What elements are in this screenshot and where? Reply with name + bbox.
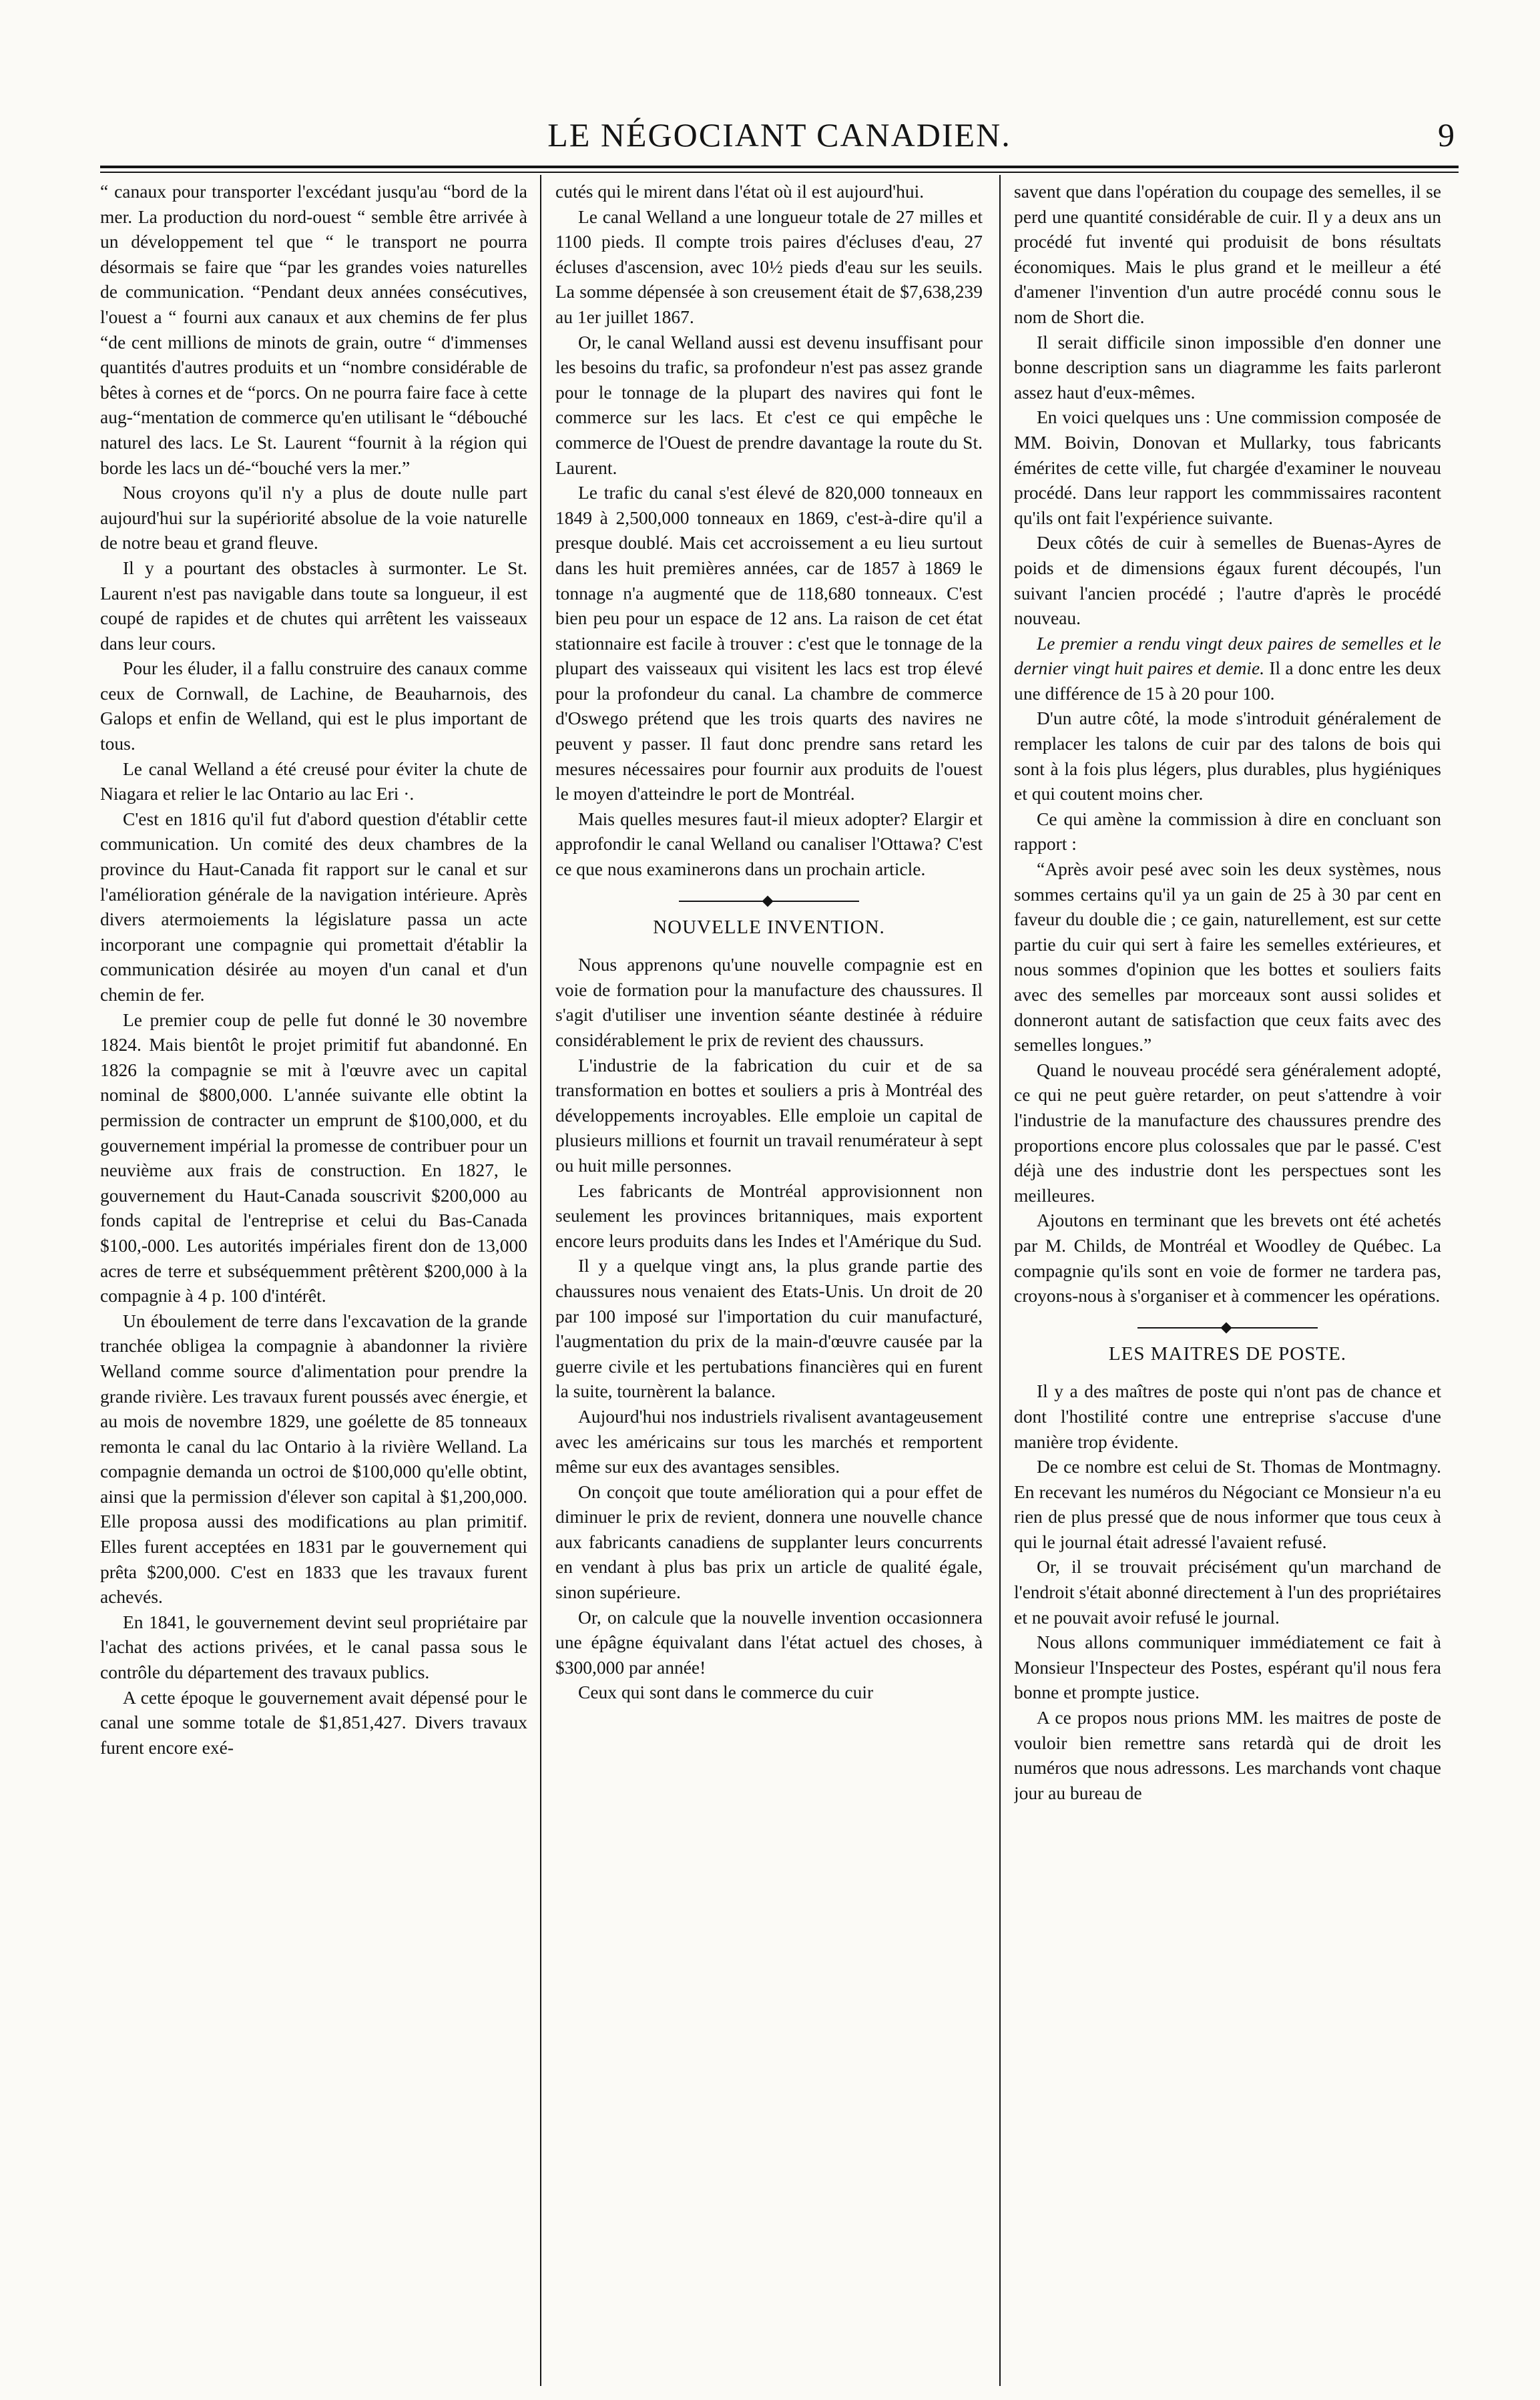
header-rule-thin xyxy=(100,172,1459,173)
paragraph xyxy=(1014,631,1441,706)
paragraph: Le trafic du canal s'est élevé de 820,000 tonneaux en 1849 à 2,500,000 tonneaux en 1869, c'est-à-dire qu'il a presque doublé. Mais cet accroissement a eu lieu surtout dans les huit premières années, car de 1857 à 1869 le tonnage n'a augmenté que de 118,680 tonneaux. C'est bien peu pour un espace de 12 ans. La raison de cet état stationnaire est facile à trouver : c'est que le tonnage de la plupart des vaisseaux qui visitent les lacs est trop élevé pour la profondeur du canal. La chambre de commerce d'Oswego prétend que les trois quarts des navires ne peuvent y passer. Il faut donc prendre sans retard les mesures nécessaires pour fournir aux produits de l'ouest le moyen d'atteindre le port de Montréal. xyxy=(555,482,983,804)
paragraph: Or, il se trouvait précisément qu'un marchand de l'endroit s'était abonné directement à l'un des propriétaires et ne pouvait avoir refusé le journal. xyxy=(1014,1556,1441,1628)
paragraph: Les fabricants de Montréal approvisionnent non seulement les provinces britanniques, mais exportent encore leurs produits dans les Indes et l'Amérique du Sud. xyxy=(555,1180,983,1251)
paragraph: Or, on calcule que la nouvelle invention occasionnera une épâgne équivalant dans l'état actuel des choses, à $300,000 par année! xyxy=(555,1606,983,1678)
section-divider xyxy=(555,894,983,909)
paragraph: A ce propos nous prions MM. les maitres de poste de vouloir bien remettre sans retardà qui de droit les numéros que nous adressons. Les marchands vont chaque jour au bureau de xyxy=(1014,1707,1441,1803)
paragraph: Nous croyons qu'il n'y a plus de doute nulle part aujourd'hui sur la supériorité absolue de la voie naturelle de notre beau et grand fleuve. xyxy=(100,482,527,553)
paragraph: “ canaux pour transporter l'excédant jusqu'au “bord de la mer. La production du nord-ouest “ semble être arrivée à un développement tel que “ le transport ne pourra désormais se faire que “par les grandes voies naturelles de communication. “Pendant deux années consécutives, l'ouest a “ fourni aux canaux et aux chemins de fer plus “de cent millions de minots de grain, outre “ d'immenses quantités d'autres produits et un “nombre considérable de bêtes à cornes et de “porcs. On ne pourra faire face à cette aug-“mentation de commerce qu'en utilisant le “débouché naturel des lacs. Le St. Laurent “fournit à la région qui borde les lacs un dé-“bouché vers la mer.” xyxy=(100,181,527,478)
paragraph: Ajoutons en terminant que les brevets ont été achetés par M. Childs, de Montréal et Woodley de Québec. La compagnie qu'ils sont en voie de former ne tardera pas, croyons-nous à s'organiser et à commencer les opérations. xyxy=(1014,1210,1441,1306)
paragraph: Ce qui amène la commission à dire en concluant son rapport : xyxy=(1014,808,1441,855)
section-divider xyxy=(1014,1321,1441,1335)
column-separator-2 xyxy=(999,175,1001,2386)
paragraph: A cette époque le gouvernement avait dépensé pour le canal une somme totale de $1,851,427. Divers travaux furent encore exé- xyxy=(100,1686,527,1758)
paragraph: Le canal Welland a été creusé pour éviter la chute de Niagara et relier le lac Ontario au lac Eri ·. xyxy=(100,758,527,804)
quoted-paragraph: “Après avoir pesé avec soin les deux systèmes, nous sommes certains qu'il ya un gain de 25 à 30 par cent en faveur du double die ; ce gain, naturellement, est sur cette partie du cuir qui sert à faire les semelles extérieures, et nous sommes d'opinion que les bottes et souliers faits avec des semelles par morceaux sont aussi solides et donneront autant de satisfaction que ceux faits avec des semelles longues.” xyxy=(1014,859,1441,1055)
paragraph: Pour les éluder, il a fallu construire des canaux comme ceux de Cornwall, de Lachine, de Beauharnois, des Galops et enfin de Welland, qui est le plus important de tous. xyxy=(100,658,527,754)
paragraph: C'est en 1816 qu'il fut d'abord question d'établir cette communication. Un comité des deux chambres de la province du Haut-Canada fit rapport sur le canal et sur l'amélioration générale de la navigation intérieure. Après divers atermoiements la législature passa un acte incorporant une compagnie qui promettait d'établir la communication désirée au moyen d'un canal et d'un chemin de fer. xyxy=(100,808,527,1005)
paragraph: D'un autre côté, la mode s'introduit généralement de remplacer les talons de cuir par des talons de bois qui sont à la fois plus légers, plus durables, plus hygiéniques et qui coutent moins cher. xyxy=(1014,708,1441,804)
paragraph: Quand le nouveau procédé sera généralement adopté, ce qui ne peut guère retarder, on peut s'attendre à voir l'industrie de la manufacture des chaussures prendre des proportions encore plus colossales que par le passé. C'est déjà une des industrie dont les perspectues sont les meilleures. xyxy=(1014,1059,1441,1206)
italic-passage: Le premier a rendu vingt deux paires de semelles et le dernier vingt huit paires et demie. xyxy=(1014,632,1441,679)
page-header xyxy=(100,115,1459,162)
paragraph: En voici quelques uns : Une commission composée de MM. Boivin, Donovan et Mullarky, tous fabricants émérites de cette ville, fut chargée d'examiner le nouveau procédé. Dans leur rapport les commmissaires racontent qu'ils ont fait l'expérience suivante. xyxy=(1014,407,1441,528)
paragraph: L'industrie de la fabrication du cuir et de sa transformation en bottes et souliers a pris à Montréal des développements incroyables. Elle emploie un capital de plusieurs millions et fournit un travail renumérateur à sept ou huit mille personnes. xyxy=(555,1054,983,1176)
paragraph: Il y a pourtant des obstacles à surmonter. Le St. Laurent n'est pas navigable dans toute sa longueur, il est coupé de rapides et de chutes qui arrêtent les vaisseaux dans leur cours. xyxy=(100,557,527,654)
paragraph: Nous allons communiquer immédiatement ce fait à Monsieur l'Inspecteur des Postes, espérant qu'il nous fera bonne et prompte justice. xyxy=(1014,1632,1441,1703)
paragraph: Ceux qui sont dans le commerce du cuir xyxy=(578,1682,874,1703)
column-separator-1 xyxy=(540,175,541,2386)
paragraph: Le canal Welland a une longueur totale de 27 milles et 1100 pieds. Il compte trois paires d'écluses d'eau, 27 écluses d'ascension, avec 10½ pieds d'eau sur les seuils. La somme dépensée à son creusement était de $7,638,239 au 1er juillet 1867. xyxy=(555,206,983,327)
paragraph: Un éboulement de terre dans l'excavation de la grande tranchée obligea la compagnie à abandonner la rivière Welland comme source d'alimentation pour prendre la grande rivière. Les travaux furent poussés avec énergie, et au mois de novembre 1829, une goélette de 85 tonneaux remonta le canal du lac Ontario à la rivière Welland. La compagnie demanda un octroi de $100,000 qu'elle obtint, ainsi que la permission d'élever son capital à $1,200,000. Elle proposa aussi des modifications au plan primitif. Elles furent acceptées en 1831 par le gouvernement qui prêta $200,000. C'est en 1833 que les travaux furent achevés. xyxy=(100,1310,527,1608)
header-rule-thick xyxy=(100,166,1459,168)
column-3 xyxy=(1014,179,1441,2382)
paragraph: Nous apprenons qu'une nouvelle compagnie est en voie de formation pour la manufacture des chaussures. Il s'agit d'utiliser une invention séante destinée à réduire considérablement le prix de revient des chaussurs. xyxy=(555,954,983,1050)
paragraph: De ce nombre est celui de St. Thomas de Montmagny. En recevant les numéros du Négociant ce Monsieur n'a eu rien de plus pressé que de nous informer que tous ceux à qui le journal était adressé l'avaient refusé. xyxy=(1014,1456,1441,1552)
paragraph: Deux côtés de cuir à semelles de Buenas-Ayres de poids et de dimensions égaux furent découpés, l'un suivant l'ancien procédé ; l'autre d'après le procédé nouveau. xyxy=(1014,532,1441,629)
column-2 xyxy=(555,179,983,2382)
paragraph-continuation: Il a donc entre les deux une différence de 15 à 20 pour 100. xyxy=(1014,658,1441,704)
page-number: 9 xyxy=(1438,116,1455,154)
newspaper-title: LE NÉGOCIANT CANADIEN. xyxy=(547,116,1011,154)
paragraph: cutés qui le mirent dans l'état où il est aujourd'hui. xyxy=(555,181,925,202)
paragraph: Il serait difficile sinon impossible d'en donner une bonne description sans un diagramme les faits parleront assez haut d'eux-mêmes. xyxy=(1014,331,1441,403)
paragraph: Mais quelles mesures faut-il mieux adopter? Elargir et approfondir le canal Welland ou canaliser l'Ottawa? C'est ce que nous examinerons dans un prochain article. xyxy=(555,808,983,880)
paragraph: savent que dans l'opération du coupage des semelles, il se perd une quantité considérable de cuir. Il y a deux ans un procédé fut inventé qui produisit de bons résultats économiques. Mais le plus grand et le meilleur a été d'amener l'invention d'un autre procédé connu sous le nom de Short die. xyxy=(1014,181,1441,327)
paragraph: Il y a quelque vingt ans, la plus grande partie des chaussures nous venaient des Etats-Unis. Un droit de 20 par 100 imposé sur l'importation du cuir manufacturé, l'augmentation du prix de la main-d'œuvre causée par la guerre civile et les pertubations financières qui en furent la suite, tournèrent la balance. xyxy=(555,1255,983,1402)
paragraph: On conçoit que toute amélioration qui a pour effet de diminuer le prix de revient, donnera une nouvelle chance aux fabricants canadiens de supplanter leurs concurrents en vendant à plus bas prix un article de qualité égale, sinon supérieure. xyxy=(555,1481,983,1603)
article-heading: LES MAITRES DE POSTE. xyxy=(1108,1343,1347,1365)
paragraph: En 1841, le gouvernement devint seul propriétaire par l'achat des actions privées, et le canal passa sous le contrôle du département des travaux publics. xyxy=(100,1611,527,1683)
article-heading: NOUVELLE INVENTION. xyxy=(653,916,885,938)
paragraph: Or, le canal Welland aussi est devenu insuffisant pour les besoins du trafic, sa profondeur n'est pas assez grande pour le tonnage de la plupart des navires qui font le commerce sur les lacs. Et c'est ce qui empêche le commerce de l'Ouest de prendre davantage la route du St. Laurent. xyxy=(555,331,983,478)
paragraph: Le premier coup de pelle fut donné le 30 novembre 1824. Mais bientôt le projet primitif fut abandonné. En 1826 la compagnie se mit à l'œuvre avec un capital nominal de $800,000. L'année suivante elle obtint la permission de contracter un emprunt de $100,000, et du gouvernement impérial la promesse de contribuer pour un neuvième aux frais de construction. En 1827, le gouvernement du Haut-Canada souscrivit $200,000 au fonds capital de l'entreprise et celui du Bas-Canada $100,-000. Les autorités impériales firent don de 13,000 acres de terre et subséquemment prêtèrent $200,000 à la compagnie à 4 p. 100 d'intérêt. xyxy=(100,1009,527,1306)
paragraph: Il y a des maîtres de poste qui n'ont pas de chance et dont l'hostilité contre une entreprise s'accuse d'une manière trop évidente. xyxy=(1014,1381,1441,1452)
column-1 xyxy=(100,179,527,2382)
paragraph: Aujourd'hui nos industriels rivalisent avantageusement avec les américains sur tous les marchés et remportent même sur eux des avantages sensibles. xyxy=(555,1405,983,1477)
